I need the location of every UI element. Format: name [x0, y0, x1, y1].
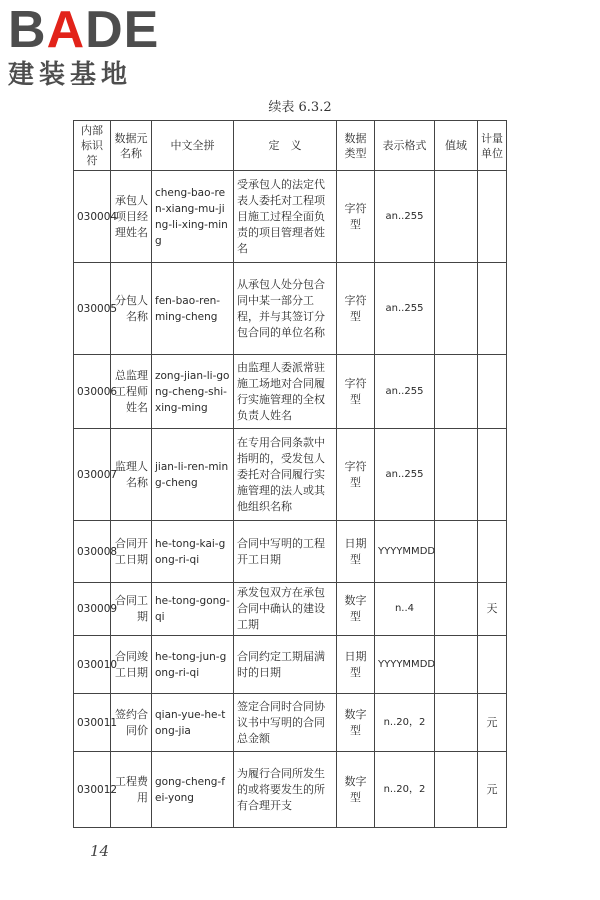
page-number: 14	[90, 842, 110, 860]
cell-type: 日期型	[337, 521, 375, 583]
cell-name: 合同竣工日期	[111, 636, 152, 694]
table-row	[74, 752, 507, 828]
cell-format: an..255	[375, 263, 435, 355]
cell-definition: 为履行合同所发生的或将要发生的所有合理开支	[234, 752, 337, 828]
cell-type: 字符型	[337, 429, 375, 521]
cell-format: n..20，2	[375, 694, 435, 752]
cell-type: 日期型	[337, 636, 375, 694]
cell-unit	[478, 171, 507, 263]
header-code: 内部标识符	[74, 121, 111, 171]
cell-domain	[435, 355, 478, 429]
cell-pinyin: fen-bao-ren-ming-cheng	[152, 263, 234, 355]
cell-format: YYYYMMDD	[375, 521, 435, 583]
table-row	[74, 521, 507, 583]
cell-pinyin: he-tong-gong-qi	[152, 583, 234, 636]
brand-logo	[8, 1, 178, 90]
table-row	[74, 171, 507, 263]
cell-name: 合同工期	[111, 583, 152, 636]
brand-wordmark	[8, 1, 178, 59]
cell-pinyin: cheng-bao-ren-xiang-mu-jing-li-xing-ming	[152, 171, 234, 263]
cell-type: 数字型	[337, 583, 375, 636]
brand-letters-suffix: DE	[85, 1, 160, 59]
brand-tagline: 建装基地	[8, 60, 133, 90]
cell-type: 数字型	[337, 752, 375, 828]
table-header-row	[74, 121, 507, 171]
cell-type: 字符型	[337, 171, 375, 263]
cell-code: 030005	[74, 263, 111, 355]
cell-unit	[478, 263, 507, 355]
cell-code: 030010	[74, 636, 111, 694]
cell-name: 总监理工程师姓名	[111, 355, 152, 429]
cell-unit: 元	[478, 694, 507, 752]
cell-pinyin: he-tong-kai-gong-ri-qi	[152, 521, 234, 583]
table-row	[74, 429, 507, 521]
cell-type: 数字型	[337, 694, 375, 752]
cell-format: YYYYMMDD	[375, 636, 435, 694]
cell-name: 签约合同价	[111, 694, 152, 752]
cell-format: an..255	[375, 429, 435, 521]
cell-domain	[435, 171, 478, 263]
cell-code: 030006	[74, 355, 111, 429]
table-row	[74, 694, 507, 752]
brand-letter-accent: A	[46, 1, 86, 59]
cell-definition: 受承包人的法定代表人委托对工程项目施工过程全面负责的项目管理者姓名	[234, 171, 337, 263]
cell-pinyin: gong-cheng-fei-yong	[152, 752, 234, 828]
cell-code: 030007	[74, 429, 111, 521]
cell-definition: 承发包双方在承包合同中确认的建设工期	[234, 583, 337, 636]
cell-code: 030012	[74, 752, 111, 828]
cell-definition: 从承包人处分包合同中某一部分工程，并与其签订分包合同的单位名称	[234, 263, 337, 355]
cell-domain	[435, 429, 478, 521]
header-type: 数据类型	[337, 121, 375, 171]
cell-unit	[478, 355, 507, 429]
cell-format: an..255	[375, 355, 435, 429]
cell-name: 分包人名称	[111, 263, 152, 355]
header-definition: 定 义	[234, 121, 337, 171]
cell-format: n..20，2	[375, 752, 435, 828]
cell-name: 监理人名称	[111, 429, 152, 521]
cell-pinyin: qian-yue-he-tong-jia	[152, 694, 234, 752]
cell-unit: 元	[478, 752, 507, 828]
cell-code: 030011	[74, 694, 111, 752]
cell-domain	[435, 583, 478, 636]
header-name: 数据元名称	[111, 121, 152, 171]
table-row	[74, 636, 507, 694]
cell-domain	[435, 636, 478, 694]
table-row	[74, 583, 507, 636]
cell-name: 工程费用	[111, 752, 152, 828]
cell-pinyin: jian-li-ren-ming-cheng	[152, 429, 234, 521]
data-element-table	[73, 120, 507, 828]
cell-domain	[435, 694, 478, 752]
cell-type: 字符型	[337, 263, 375, 355]
cell-unit	[478, 636, 507, 694]
header-format: 表示格式	[375, 121, 435, 171]
cell-pinyin: he-tong-jun-gong-ri-qi	[152, 636, 234, 694]
cell-pinyin: zong-jian-li-gong-cheng-shi-xing-ming	[152, 355, 234, 429]
header-pinyin: 中文全拼	[152, 121, 234, 171]
cell-code: 030009	[74, 583, 111, 636]
cell-unit: 天	[478, 583, 507, 636]
cell-definition: 合同中写明的工程开工日期	[234, 521, 337, 583]
cell-domain	[435, 263, 478, 355]
header-domain: 值域	[435, 121, 478, 171]
table-row	[74, 263, 507, 355]
cell-format: n..4	[375, 583, 435, 636]
cell-domain	[435, 752, 478, 828]
brand-letters-prefix: B	[8, 1, 47, 59]
cell-definition: 签定合同时合同协议书中写明的合同总金额	[234, 694, 337, 752]
cell-unit	[478, 429, 507, 521]
header-unit: 计量单位	[478, 121, 507, 171]
cell-definition: 由监理人委派常驻施工场地对合同履行实施管理的全权负责人姓名	[234, 355, 337, 429]
cell-unit	[478, 521, 507, 583]
cell-name: 合同开工日期	[111, 521, 152, 583]
cell-definition: 在专用合同条款中指明的，受发包人委托对合同履行实施管理的法人或其他组织名称	[234, 429, 337, 521]
table-row	[74, 355, 507, 429]
cell-name: 承包人项目经理姓名	[111, 171, 152, 263]
cell-definition: 合同约定工期届满时的日期	[234, 636, 337, 694]
cell-domain	[435, 521, 478, 583]
cell-code: 030004	[74, 171, 111, 263]
cell-format: an..255	[375, 171, 435, 263]
cell-type: 字符型	[337, 355, 375, 429]
cell-code: 030008	[74, 521, 111, 583]
table-caption: 续表 6.3.2	[268, 100, 332, 115]
